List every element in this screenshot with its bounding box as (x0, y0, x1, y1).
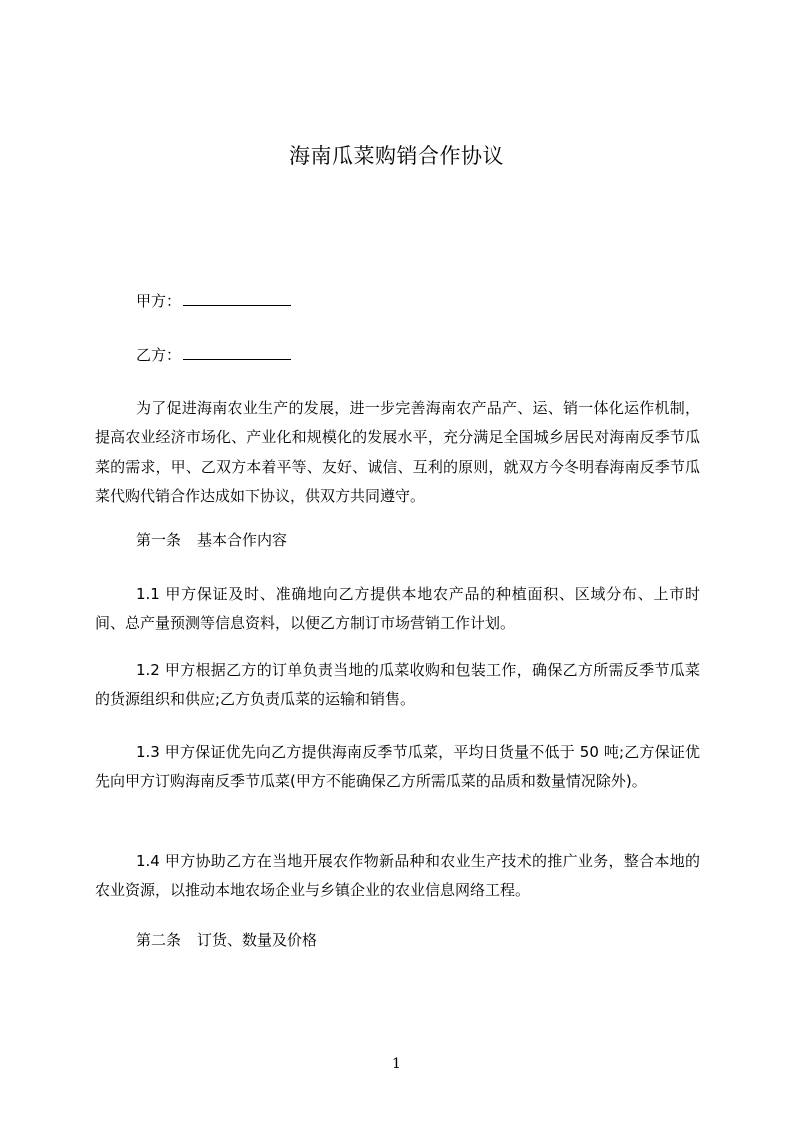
party-a-blank (183, 290, 291, 306)
clause-1-4: 1.4 甲方协助乙方在当地开展农作物新品种和农业生产技术的推广业务，整合本地的农业资源，以推动本地农场企业与乡镇企业的农业信息网络工程。 (95, 852, 700, 900)
article-1-title: 基本合作内容 (197, 531, 288, 549)
intro-paragraph: 为了促进海南农业生产的发展，进一步完善海南农产品产、运、销一体化运作机制，提高农业经济市场化、产业化和规模化的发展水平，充分满足全国城乡居民对海南反季节瓜菜的需求，甲、乙双方本着平等、友好、诚信、互利的原则，就双方今冬明春海南反季节瓜菜代购代销合作达成如下协议，供双方共同遵守。 (95, 399, 700, 505)
article-1-number: 第一条 (136, 531, 182, 549)
party-b-label: 乙方： (136, 346, 182, 364)
article-2-heading (136, 929, 317, 951)
page-number: 1 (392, 1056, 401, 1072)
clause-1-3: 1.3 甲方保证优先向乙方提供海南反季节瓜菜，平均日货量不低于 50 吨;乙方保证优先向甲方订购海南反季节瓜菜(甲方不能确保乙方所需瓜菜的品质和数量情况除外)。 (95, 743, 700, 791)
party-b-blank (183, 344, 291, 360)
document-title: 海南瓜菜购销合作协议 (289, 144, 504, 168)
party-b-line (136, 344, 291, 366)
clause-1-1: 1.1 甲方保证及时、准确地向乙方提供本地农产品的种植面积、区域分布、上市时间、总产量预测等信息资料，以便乙方制订市场营销工作计划。 (95, 585, 700, 633)
article-2-title: 订货、数量及价格 (197, 931, 318, 949)
article-2-number: 第二条 (136, 931, 182, 949)
party-a-line (136, 290, 291, 312)
party-a-label: 甲方： (136, 292, 182, 310)
clause-1-2: 1.2 甲方根据乙方的订单负责当地的瓜菜收购和包装工作，确保乙方所需反季节瓜菜的货源组织和供应;乙方负责瓜菜的运输和销售。 (95, 661, 700, 709)
article-1-heading (136, 529, 287, 551)
